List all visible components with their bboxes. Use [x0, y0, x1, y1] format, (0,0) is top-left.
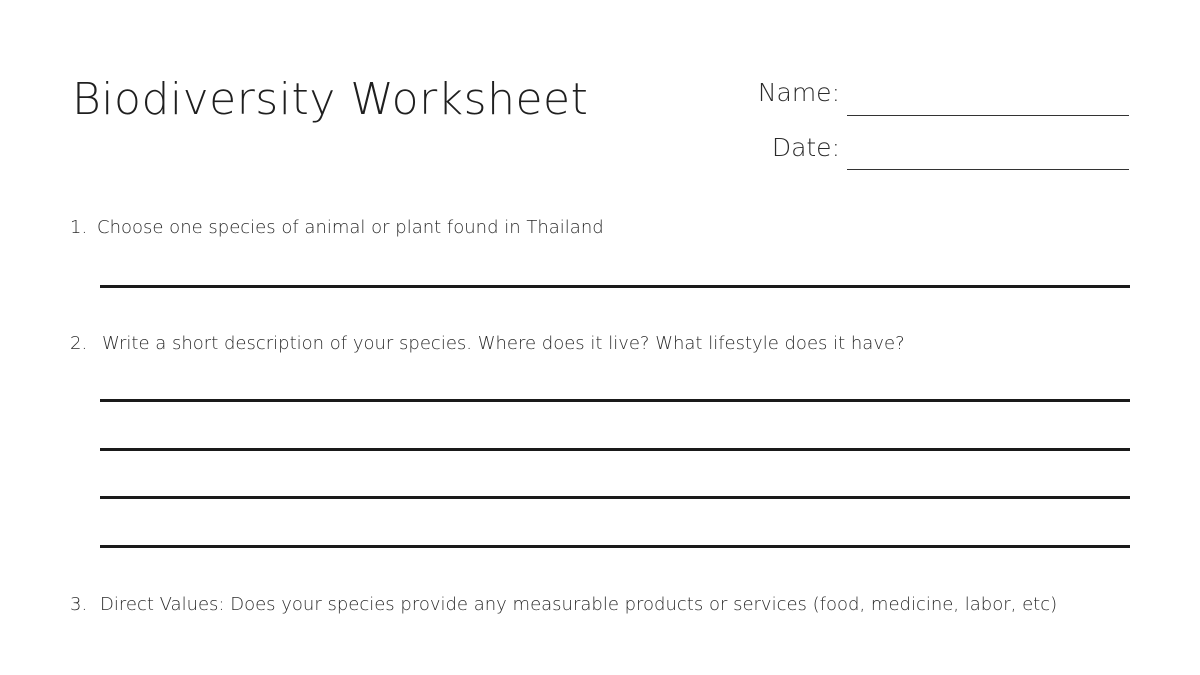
answer-line[interactable]: [100, 545, 1130, 548]
answer-line[interactable]: [100, 285, 1130, 288]
question-text: Direct Values: Does your species provide any measurable products or services (food, medicine, labor, etc): [100, 594, 1058, 615]
question-number: 2.: [70, 333, 88, 354]
answer-line[interactable]: [100, 399, 1130, 402]
name-label: Name:: [757, 78, 840, 107]
question-text: Write a short description of your species. Where does it live? What lifestyle does it have?: [102, 333, 905, 354]
page-title: Biodiversity Worksheet: [72, 74, 589, 125]
question-number: 3.: [70, 594, 88, 615]
name-field-line[interactable]: [847, 115, 1129, 116]
question-text: Choose one species of animal or plant found in Thailand: [97, 217, 604, 238]
answer-line[interactable]: [100, 496, 1130, 499]
date-label: Date:: [771, 133, 840, 162]
answer-line[interactable]: [100, 448, 1130, 451]
question-number: 1.: [70, 217, 88, 238]
date-field-line[interactable]: [847, 169, 1129, 170]
